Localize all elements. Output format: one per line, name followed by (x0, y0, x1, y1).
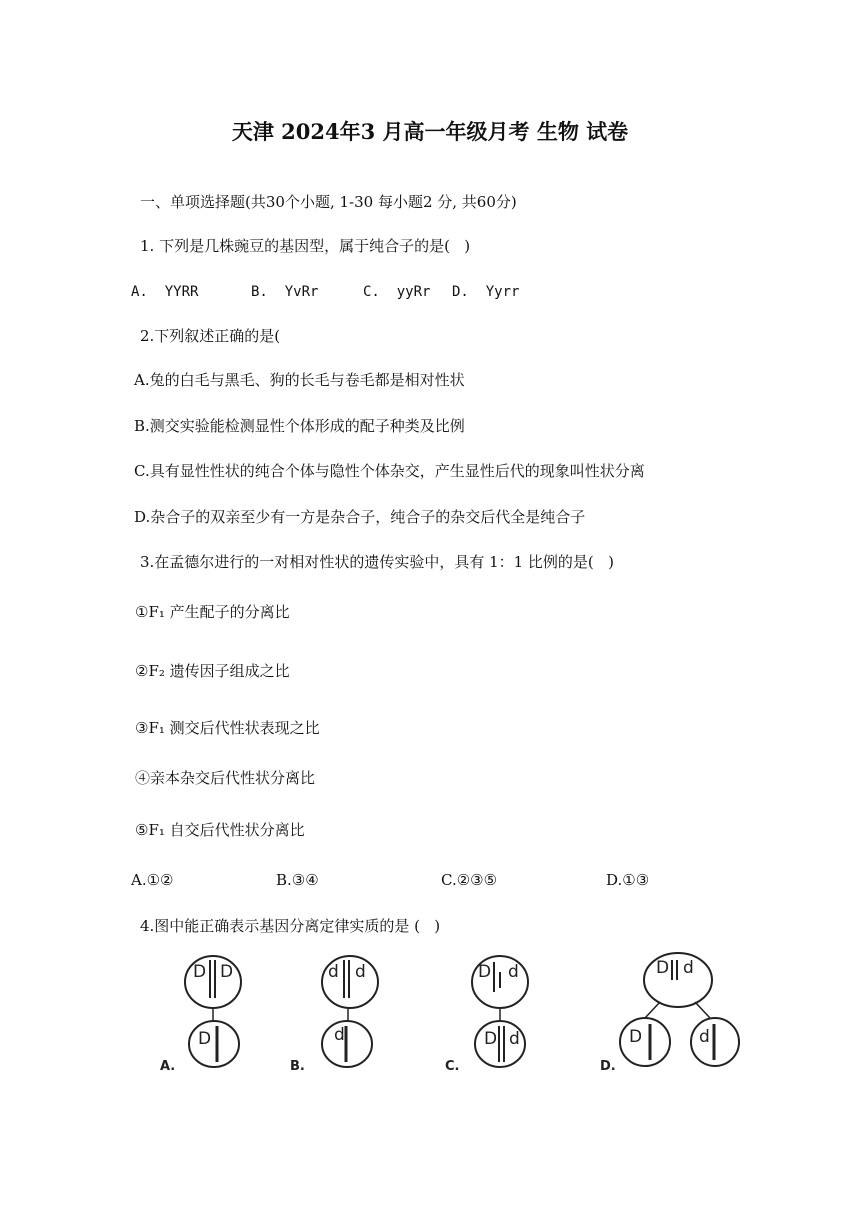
question-3-option-d: D.①③ (606, 871, 650, 889)
question-3-option-b: B.③④ (276, 871, 319, 889)
allele-label-c-right: d (508, 962, 519, 982)
figure-label-c: C. (445, 1059, 460, 1074)
question-3-option-a: A.①② (131, 871, 174, 889)
question-3-item-3: ③F₁ 测交后代性状表现之比 (135, 719, 320, 737)
question-1-option-a: A. YYRR (131, 284, 199, 300)
question-2-stem: 2.下列叙述正确的是( (140, 327, 281, 345)
question-1-stem: 1. 下列是几株豌豆的基因型，属于纯合子的是( ) (140, 237, 471, 255)
allele-label-b-left: d (328, 962, 339, 982)
question-1-option-b: B. YvRr (251, 284, 319, 300)
figure-panel-c (445, 956, 528, 1074)
allele-label-c-daughter-left: D (484, 1029, 498, 1049)
figure-panel-d (600, 953, 739, 1074)
allele-label-c-left: D (478, 962, 492, 982)
figure-label-b: B. (290, 1059, 305, 1074)
figure-panel-b (290, 956, 378, 1074)
question-2-option-a: A.兔的白毛与黑毛、狗的长毛与卷毛都是相对性状 (134, 371, 465, 389)
allele-label-a-right: D (220, 962, 234, 982)
daughter-cell-a (189, 1021, 239, 1067)
allele-label-d-left: D (656, 958, 670, 978)
section-heading: 一、单项选择题(共30个小题, 1-30 每小题2 分, 共60分) (140, 193, 517, 211)
allele-label-a-left: D (193, 962, 207, 982)
figure-label-a: A. (160, 1059, 176, 1074)
daughter-cell-d-left (620, 1018, 670, 1066)
question-3-item-5: ⑤F₁ 自交后代性状分离比 (135, 821, 305, 839)
question-3-item-1: ①F₁ 产生配子的分离比 (135, 603, 290, 621)
question-1-option-c: C. yyRr (363, 284, 431, 300)
question-3-item-2: ②F₂ 遗传因子组成之比 (135, 662, 290, 680)
allele-label-d-daughter-right: d (699, 1027, 710, 1047)
allele-label-a-daughter: D (198, 1029, 212, 1049)
arrow-line (695, 1002, 710, 1018)
allele-label-d-daughter-left: D (629, 1027, 643, 1047)
question-3-item-4: ④亲本杂交后代性状分离比 (135, 769, 316, 787)
question-2-option-c: C.具有显性性状的纯合个体与隐性个体杂交，产生显性后代的现象叫性状分离 (134, 462, 645, 480)
allele-label-b-daughter: d (334, 1025, 345, 1045)
question-4-stem: 4.图中能正确表示基因分离定律实质的是 ( ) (140, 917, 441, 935)
figure-label-d: D. (600, 1059, 616, 1074)
page-title: 天津 2024年3 月高一年级月考 生物 试卷 (231, 119, 629, 144)
allele-label-d-right: d (683, 958, 694, 978)
figure-panel-a (160, 956, 241, 1074)
question-2-option-d: D.杂合子的双亲至少有一方是杂合子，纯合子的杂交后代全是纯合子 (134, 508, 586, 526)
question-4-figure (150, 950, 750, 1080)
question-3-option-c: C.②③⑤ (441, 871, 498, 889)
question-3-stem: 3.在孟德尔进行的一对相对性状的遗传实验中，具有 1：1 比例的是( ) (140, 553, 614, 571)
allele-label-b-right: d (355, 962, 366, 982)
arrow-line (645, 1002, 660, 1018)
allele-label-c-daughter-right: d (509, 1029, 520, 1049)
question-2-option-b: B.测交实验能检测显性个体形成的配子种类及比例 (134, 417, 465, 435)
question-1-option-d: D. Yyrr (452, 284, 520, 300)
